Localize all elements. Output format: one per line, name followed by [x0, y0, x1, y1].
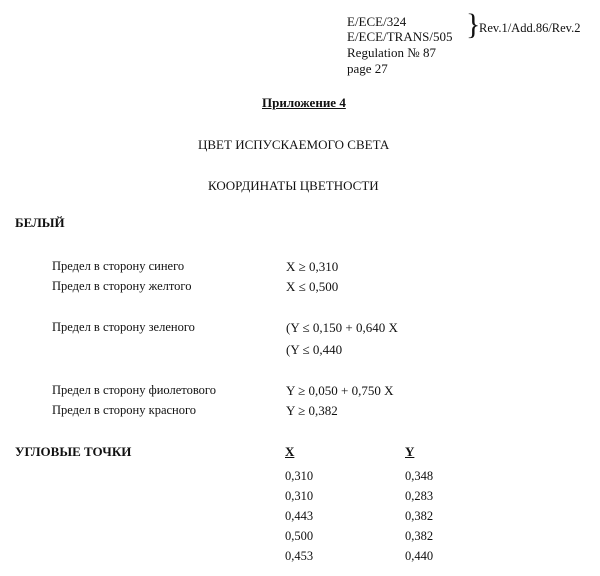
doc-ref-2: E/ECE/TRANS/505: [347, 29, 453, 44]
white-heading: БЕЛЫЙ: [15, 215, 65, 230]
revision-ref: Rev.1/Add.86/Rev.2: [479, 21, 581, 35]
corner-points-heading: УГЛОВЫЕ ТОЧКИ: [15, 444, 132, 459]
limit-condition-violet: Y ≥ 0,050 + 0,750 X: [286, 383, 394, 398]
limit-label-yellow: Предел в сторону желтого: [52, 279, 192, 293]
corner-y-4: 0,382: [405, 529, 434, 543]
limit-condition-green-2: (Y ≤ 0,440: [286, 342, 343, 357]
corner-y-5: 0,440: [405, 549, 434, 563]
corner-y-2: 0,283: [405, 489, 434, 503]
limit-label-green: Предел в сторону зеленого: [52, 320, 195, 334]
page-number: page 27: [347, 61, 388, 76]
limit-label-red: Предел в сторону красного: [52, 403, 197, 417]
limit-label-blue: Предел в сторону синего: [52, 259, 185, 273]
regulation-number: Regulation № 87: [347, 45, 436, 60]
limit-condition-blue: X ≥ 0,310: [286, 259, 339, 274]
limit-condition-yellow: X ≤ 0,500: [286, 279, 339, 294]
limit-condition-red: Y ≥ 0,382: [286, 403, 338, 418]
corner-x-2: 0,310: [285, 489, 314, 503]
column-header-y: Y: [405, 444, 415, 459]
limit-label-violet: Предел в сторону фиолетового: [52, 383, 216, 397]
doc-ref-1: E/ECE/324: [347, 14, 407, 29]
corner-x-3: 0,443: [285, 509, 314, 523]
annex-title: Приложение 4: [262, 95, 346, 110]
corner-y-3: 0,382: [405, 509, 434, 523]
subtitle: КООРДИНАТЫ ЦВЕТНОСТИ: [208, 178, 379, 193]
corner-x-4: 0,500: [285, 529, 314, 543]
corner-x-1: 0,310: [285, 469, 314, 483]
corner-y-1: 0,348: [405, 469, 434, 483]
main-title: ЦВЕТ ИСПУСКАЕМОГО СВЕТА: [198, 137, 390, 152]
column-header-x: X: [285, 444, 295, 459]
header-brace: }: [466, 8, 481, 41]
corner-x-5: 0,453: [285, 549, 314, 563]
limit-condition-green: (Y ≤ 0,150 + 0,640 X: [286, 320, 398, 335]
